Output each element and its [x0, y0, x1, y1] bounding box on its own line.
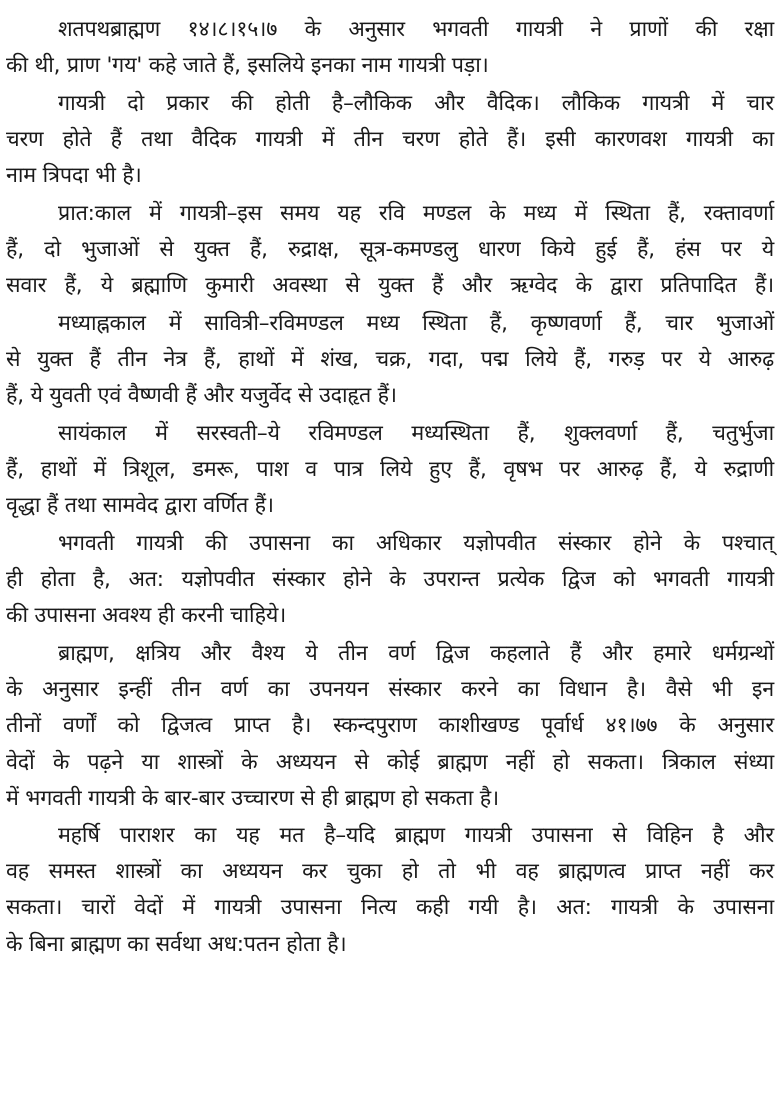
paragraph-1: [6, 12, 774, 84]
text-line: के अनुसार इन्हीं तीन वर्ण का उपनयन संस्कार करने का विधान है। वैसे भी इन: [6, 677, 774, 703]
text-line: गायत्री दो प्रकार की होती है–लौकिक और वैदिक। लौकिक गायत्री में चार: [58, 91, 774, 116]
text-line: की उपासना अवश्य ही करनी चाहिये।: [6, 603, 287, 629]
text-line: हैं, ये युवती एवं वैष्णवी हैं और यजुर्वेद से उदाहृत हैं।: [6, 383, 397, 409]
text-line: वेदों के पढ़ने या शास्त्रों के अध्ययन से कोई ब्राह्मण नहीं हो सकता। त्रिकाल संध्या: [6, 749, 774, 775]
paragraph-8: [6, 818, 774, 963]
text-line: से युक्त हैं तीन नेत्र हैं, हाथों में शंख, चक्र, गदा, पद्म लिये हैं, गरुड़ पर ये आरुढ़: [6, 347, 775, 373]
text-line: हैं, हाथों में त्रिशूल, डमरू, पाश व पात्र लिये हुए हैं, वृषभ पर आरुढ़ हैं, ये रुद्राणी: [6, 457, 774, 483]
text-line: सायंकाल में सरस्वती–ये रविमण्डल मध्यस्थिता हैं, शुक्लवर्णा हैं, चतुर्भुजा: [58, 421, 774, 446]
text-line: ही होता है, अत: यज्ञोपवीत संस्कार होने के उपरान्त प्रत्येक द्विज को भगवती गायत्री: [6, 567, 774, 593]
text-line: की थी, प्राण 'गय' कहे जाते हैं, इसलिये इनका नाम गायत्री पड़ा।: [6, 53, 489, 79]
text-line: भगवती गायत्री की उपासना का अधिकार यज्ञोपवीत संस्कार होने के पश्चात्: [58, 531, 774, 556]
text-line: शतपथब्राह्मण १४।८।१५।७ के अनुसार भगवती गायत्री ने प्राणों की रक्षा: [58, 17, 774, 42]
text-line: प्रात:काल में गायत्री–इस समय यह रवि मण्डल के मध्य में स्थिता हैं, रक्तावर्णा: [58, 201, 774, 226]
text-line: सवार हैं, ये ब्रह्माणि कुमारी अवस्था से युक्त हैं और ऋग्वेद के द्वारा प्रतिपादित हैं।: [6, 273, 774, 299]
text-line: में भगवती गायत्री के बार-बार उच्चारण से ही ब्राह्मण हो सकता है।: [6, 785, 499, 811]
paragraph-7: [6, 636, 774, 817]
text-line: वृद्धा हैं तथा सामवेद द्वारा वर्णित हैं।: [6, 493, 274, 519]
text-line: के बिना ब्राह्मण का सर्वथा अध:पतन होता है।: [6, 931, 347, 957]
paragraph-2: [6, 86, 774, 195]
paragraph-6: [6, 526, 774, 635]
text-line: चरण होते हैं तथा वैदिक गायत्री में तीन चरण होते हैं। इसी कारणवश गायत्री का: [6, 127, 774, 153]
text-line: सकता। चारों वेदों में गायत्री उपासना नित्य कही गयी है। अत: गायत्री के उपासना: [6, 895, 774, 921]
text-line: वह समस्त शास्त्रों का अध्ययन कर चुका हो तो भी वह ब्राह्मणत्व प्राप्त नहीं कर: [6, 859, 774, 885]
paragraph-5: [6, 416, 774, 525]
paragraph-4: [6, 306, 774, 415]
text-line: नाम त्रिपदा भी है।: [6, 163, 142, 189]
text-line: मध्याह्नकाल में सावित्री–रविमण्डल मध्य स्थिता हैं, कृष्णवर्णा हैं, चार भुजाओं: [58, 311, 774, 336]
text-line: महर्षि पाराशर का यह मत है–यदि ब्राह्मण गायत्री उपासना से विहिन है और: [58, 823, 774, 848]
text-line: हैं, दो भुजाओं से युक्त हैं, रुद्राक्ष, सूत्र-कमण्डलु धारण किये हुई हैं, हंस पर ये: [6, 237, 774, 263]
paragraph-3: [6, 196, 774, 305]
text-line: ब्राह्मण, क्षत्रिय और वैश्य ये तीन वर्ण द्विज कहलाते हैं और हमारे धर्मग्रन्थों: [58, 641, 774, 666]
text-line: तीनों वर्णों को द्विजत्व प्राप्त है। स्कन्दपुराण काशीखण्ड पूर्वार्ध ४१।७७ के अनुसार: [6, 713, 774, 739]
